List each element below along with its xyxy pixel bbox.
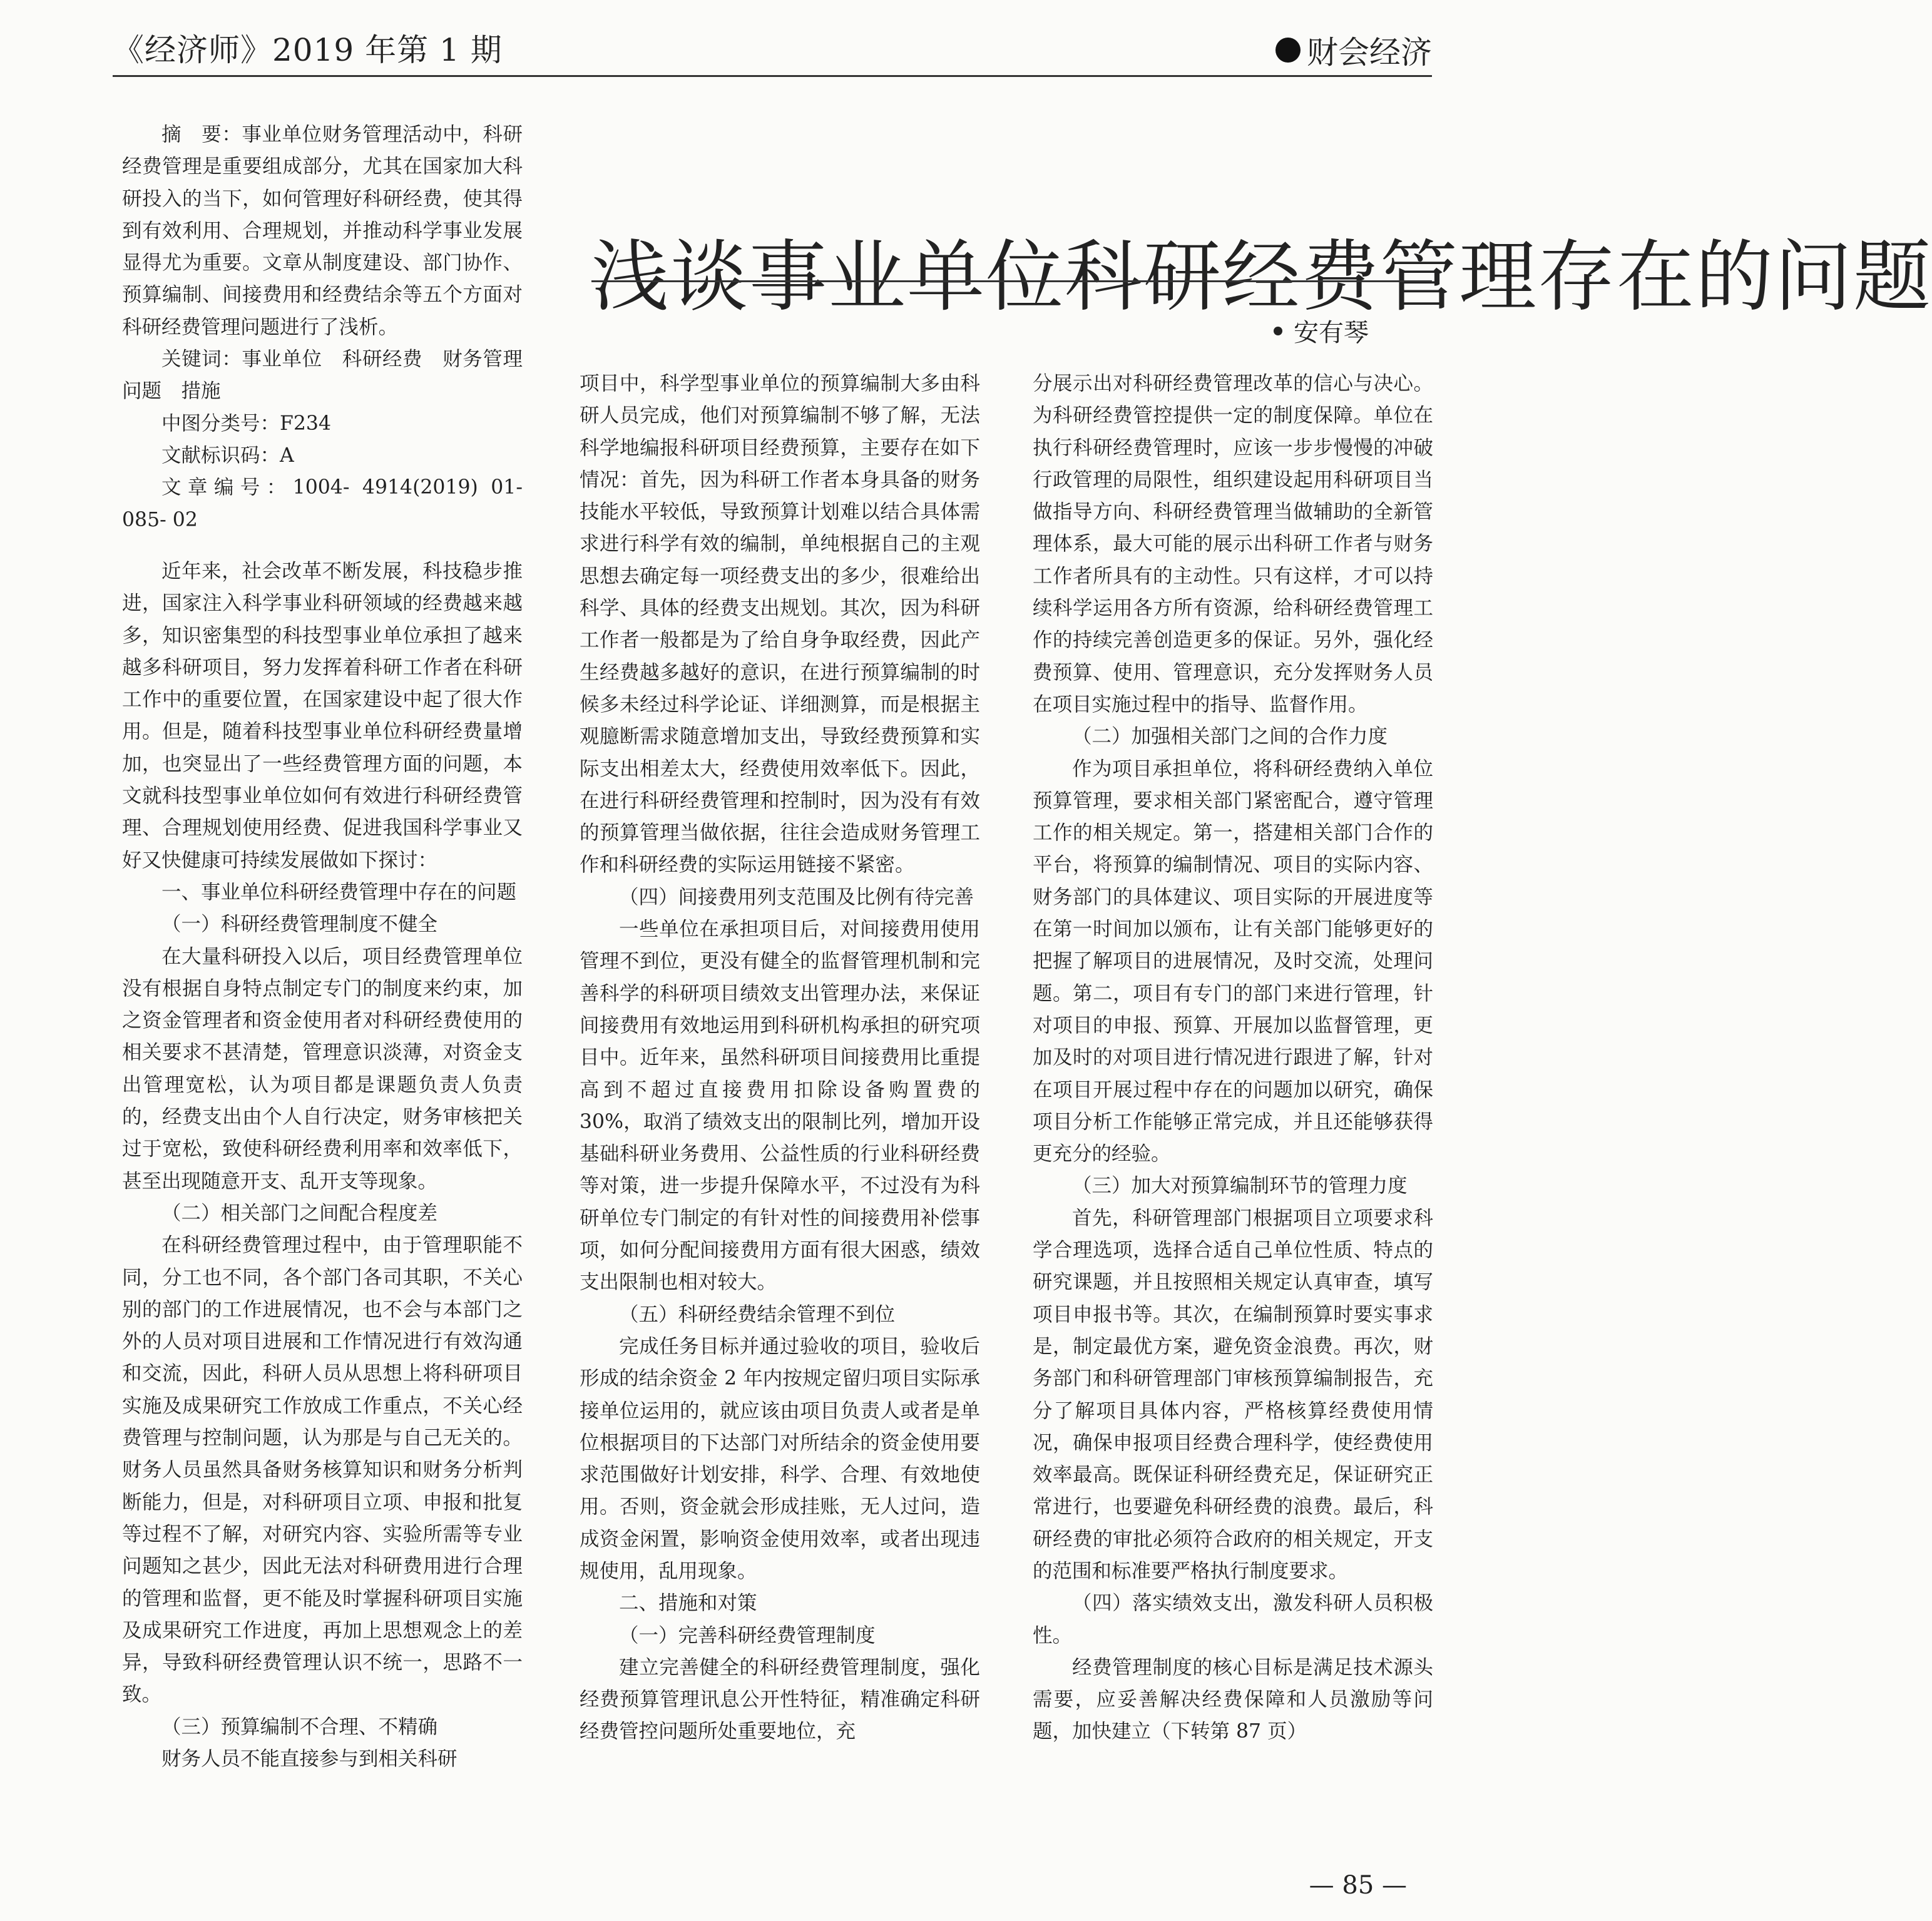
filled-circle-icon: [1275, 38, 1301, 63]
paragraph: 分展示出对科研经费管理改革的信心与决心。为科研经费管控提供一定的制度保障。单位在执行科研经费管理时，应该一步步慢慢的冲破行政管理的局限性，组织建设起用科研项目当做指导方向、科研经费管理当做辅助的全新管理体系，最大可能的展示出科研工作者与财务工作者所具有的主动性。只有这样，才可以持续科学运用各方所有资源，给科研经费管理工作的持续完善创造更多的保证。另外，强化经费预算、使用、管理意识，充分发挥财务人员在项目实施过程中的指导、监督作用。: [1033, 372, 1433, 716]
header-divider: [113, 75, 1432, 77]
section-heading: （一）完善科研经费管理制度: [619, 1624, 876, 1647]
author-name: 安有琴: [1294, 318, 1369, 347]
keywords: 关键词：事业单位 科研经费 财务管理 问题 措施: [122, 348, 543, 403]
paragraph: 经费管理制度的核心目标是满足技术源头需要，应妥善解决经费保障和人员激励等问题，加快建立（下转第 87 页）: [1033, 1656, 1433, 1743]
page-number: — 85 —: [1309, 1871, 1407, 1900]
abstract-block: [122, 119, 543, 536]
section-heading: （五）科研经费结余管理不到位: [619, 1303, 896, 1326]
paragraph: 首先，科研管理部门根据项目立项要求科学合理选项，选择合适自己单位性质、特点的研究课题，并且按照相关规定认真审查，填写项目申报书等。其次，在编制预算时要实事求是，制定最优方案，避免资金浪费。再次，财务部门和科研管理部门审核预算编制报告，充分了解项目具体内容，严格核算经费使用情况，确保申报项目经费合理科学，使经费使用效率最高。既保证科研经费充足，保证研究正常进行，也要避免科研经费的浪费。最后，科研经费的审批必须符合政府的相关规定，开支的范围和标准要严格执行制度要求。: [1033, 1206, 1433, 1582]
document-code: 文献标识码：A: [161, 444, 294, 467]
article-number: 文章编号：1004- 4914(2019) 01- 085- 02: [122, 476, 523, 531]
section-heading: 一、事业单位科研经费管理中存在的问题: [161, 880, 517, 904]
clc-number: 中图分类号：F234: [161, 412, 331, 435]
paragraph: 近年来，社会改革不断发展，科技稳步推进，国家注入科学事业科研领域的经费越来越多，知识密集型的科技型事业单位承担了越来越多科研项目，努力发挥着科研工作者在科研工作中的重要位置，在国家建设中起了很大作用。但是，随着科技型事业单位科研经费量增加，也突显出了一些经费管理方面的问题，本文就科技型事业单位如何有效进行科研经费管理、合理规划使用经费、促进我国科学事业又好又快健康可持续发展做如下探讨：: [122, 560, 523, 872]
paragraph: 在科研经费管理过程中，由于管理职能不同，分工也不同，各个部门各司其职，不关心别的部门的工作进展情况，也不会与本部门之外的人员对项目进展和工作情况进行有效沟通和交流，因此，科研人员从思想上将科研项目实施及成果研究工作放成工作重点，不关心经费管理与控制问题，认为那是与自己无关的。财务人员虽然具备财务核算知识和财务分析判断能力，但是，对科研项目立项、申报和批复等过程不了解，对研究内容、实验所需等专业问题知之甚少，因此无法对科研费用进行合理的管理和监督，更不能及时掌握科研项目实施及成果研究工作进度，再加上思想观念上的差异，导致科研经费管理认识不统一，思路不一致。: [122, 1234, 523, 1706]
journal-header: 《经济师》2019 年第 1 期: [113, 32, 503, 68]
paragraph: 一些单位在承担项目后，对间接费用使用管理不到位，更没有健全的监督管理机制和完善科学的科研项目绩效支出管理办法，来保证间接费用有效地运用到科研机构承担的研究项目中。近年来，虽然科研项目间接费用比重提高到不超过直接费用扣除设备购置费的 30%，取消了绩效支出的限制比列，增加开设基础科研业务费用、公益性质的行业科研经费等对策，进一步提升保障水平，不过没有为科研单位专门制定的有针对性的间接费用补偿事项，如何分配间接费用方面有很大困惑，绩效支出限制也相对较大。: [580, 918, 980, 1294]
body-column-3: [1033, 368, 1433, 1748]
section-heading: （二）加强相关部门之间的合作力度: [1072, 725, 1388, 748]
paragraph: 完成任务目标并通过验收的项目，验收后形成的结余资金 2 年内按规定留归项目实际承接单位运用的，就应该由项目负责人或者是单位根据项目的下达部门对所结余的资金使用要求范围做好计划安排，科学、合理、有效地使用。否则，资金就会形成挂账，无人过问，造成资金闲置，影响资金使用效率，或者出现违规使用，乱用现象。: [580, 1335, 980, 1582]
bullet-icon: [1274, 327, 1282, 335]
section-header: [1275, 28, 1432, 73]
paragraph: 项目中，科学型事业单位的预算编制大多由科研人员完成，他们对预算编制不够了解，无法科学地编报科研项目经费预算，主要存在如下情况：首先，因为科研工作者本身具备的财务技能水平较低，导致预算计划难以结合具体需求进行科学有效的编制，单纯根据自己的主观思想去确定每一项经费支出的多少，很难给出科学、具体的经费支出规划。其次，因为科研工作者一般都是为了给自身争取经费，因此产生经费越多越好的意识，在进行预算编制的时候多未经过科学论证、详细测算，而是根据主观臆断需求随意增加支出，导致经费预算和实际支出相差太大，经费使用效率低下。因此，在进行科研经费管理和控制时，因为没有有效的预算管理当做依据，往往会造成财务管理工作和科研经费的实际运用链接不紧密。: [580, 372, 980, 877]
section-heading: （二）相关部门之间配合程度差: [161, 1201, 438, 1225]
section-heading: 二、措施和对策: [619, 1592, 757, 1615]
abstract: 摘 要：事业单位财务管理活动中，科研经费管理是重要组成部分，尤其在国家加大科研投入的当下，如何管理好科研经费，使其得到有效利用、合理规划，并推动科学事业发展显得尤为重要。文章从制度建设、部门协作、预算编制、间接费用和经费结余等五个方面对科研经费管理问题进行了浅析。: [122, 123, 523, 339]
article-title: 浅谈事业单位科研经费管理存在的问题: [591, 232, 1932, 323]
author-line: [1274, 313, 1369, 349]
title-divider: [591, 280, 1432, 282]
paragraph: 建立完善健全的科研经费管理制度，强化经费预算管理讯息公开性特征，精准确定科研经费管控问题所处重要地位，充: [580, 1656, 980, 1743]
body-column-2: [580, 368, 980, 1748]
section-heading: （三）预算编制不合理、不精确: [161, 1715, 438, 1738]
paragraph: 在大量科研投入以后，项目经费管理单位没有根据自身特点制定专门的制度来约束，加之资金管理者和资金使用者对科研经费使用的相关要求不甚清楚，管理意识淡薄，对资金支出管理宽松，认为项目都是课题负责人负责的，经费支出由个人自行决定，财务审核把关过于宽松，致使科研经费利用率和效率低下，甚至出现随意开支、乱开支等现象。: [122, 945, 523, 1193]
section-heading: （三）加大对预算编制环节的管理力度: [1072, 1175, 1408, 1198]
section-heading: （一）科研经费管理制度不健全: [161, 913, 438, 936]
body-column-1: [122, 556, 523, 1775]
paragraph: 作为项目承担单位，将科研经费纳入单位预算管理，要求相关部门紧密配合，遵守管理工作的相关规定。第一，搭建相关部门合作的平台，将预算的编制情况、项目的实际内容、财务部门的具体建议、项目实际的开展进度等在第一时间加以颁布，让有关部门能够更好的把握了解项目的进展情况，及时交流，处理问题。第二，项目有专门的部门来进行管理，针对项目的申报、预算、开展加以监督管理，更加及时的对项目进行情况进行跟进了解，针对在项目开展过程中存在的问题加以研究，确保项目分析工作能够正常完成，并且还能够获得更充分的经验。: [1033, 757, 1433, 1166]
section-label: 财会经济: [1307, 34, 1432, 71]
paragraph: 财务人员不能直接参与到相关科研: [161, 1747, 457, 1770]
section-heading: （四）落实绩效支出，激发科研人员积极性。: [1033, 1592, 1433, 1647]
section-heading: （四）间接费用列支范围及比例有待完善: [619, 885, 974, 909]
